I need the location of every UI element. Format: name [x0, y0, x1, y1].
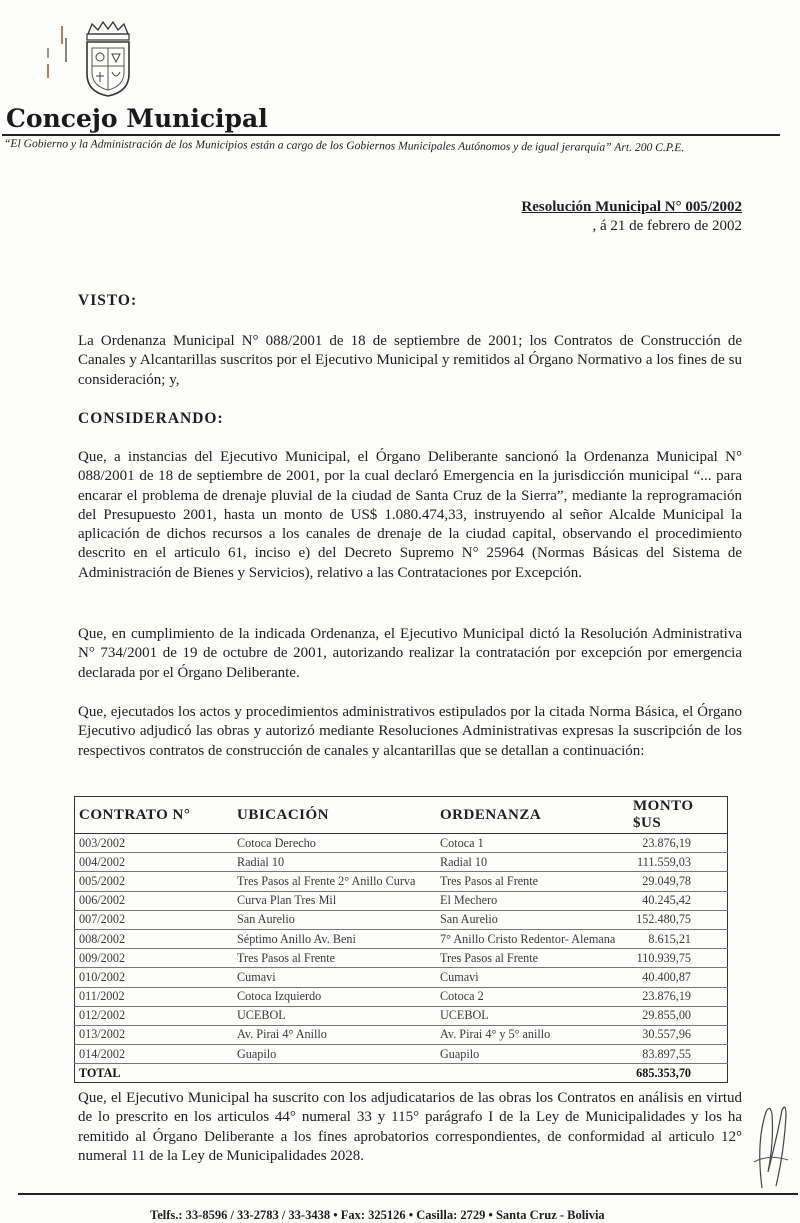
- table-row: [75, 949, 728, 968]
- contract-number: 008/2002: [75, 929, 234, 948]
- location: Guapilo: [233, 1045, 436, 1064]
- table-row: [75, 910, 728, 929]
- table-row: [75, 834, 728, 853]
- contract-number: 009/2002: [75, 949, 234, 968]
- contract-number: 012/2002: [75, 1006, 234, 1025]
- amount: 40.245,42: [629, 891, 728, 910]
- column-header-contrato: CONTRATO N°: [75, 797, 234, 834]
- ordinance: El Mechero: [436, 891, 629, 910]
- location: Cotoca Derecho: [233, 834, 436, 853]
- column-header-ubicacion: UBICACIÓN: [233, 797, 436, 834]
- handwritten-signature: [748, 1102, 794, 1192]
- contract-number: 014/2002: [75, 1045, 234, 1064]
- amount: 23.876,19: [629, 834, 728, 853]
- considerando-heading: CONSIDERANDO:: [78, 410, 224, 427]
- table-row: [75, 1045, 728, 1064]
- amount: 29.049,78: [629, 872, 728, 891]
- contract-number: 006/2002: [75, 891, 234, 910]
- table-row: [75, 929, 728, 948]
- contracts-table: [74, 796, 728, 1083]
- location: Av. Pirai 4° Anillo: [233, 1025, 436, 1044]
- location: Cotoca Izquierdo: [233, 987, 436, 1006]
- location: UCEBOL: [233, 1006, 436, 1025]
- ordinance: Guapilo: [436, 1045, 629, 1064]
- amount: 8.615,21: [629, 929, 728, 948]
- considerando-paragraph-2: Que, en cumplimiento de la indicada Ordenanza, el Ejecutivo Municipal dictó la Resolución Administrativa N° 734/2001 de 19 de octubre de 2001, autorizando realizar la contratación por excepción por emergencia declarada por el Órgano Deliberante.: [78, 626, 742, 681]
- decorative-marks: [40, 22, 70, 82]
- org-name: Concejo Municipal: [6, 104, 268, 133]
- ordinance: Tres Pasos al Frente: [436, 949, 629, 968]
- letterhead: [0, 0, 800, 175]
- location: San Aurelio: [233, 910, 436, 929]
- resolution-title: Resolución Municipal N° 005/2002: [521, 199, 742, 215]
- amount: 40.400,87: [629, 968, 728, 987]
- table-header-row: [75, 797, 728, 834]
- table-row: [75, 1006, 728, 1025]
- amount: 30.557,96: [629, 1025, 728, 1044]
- amount: 83.897,55: [629, 1045, 728, 1064]
- location: Tres Pasos al Frente 2° Anillo Curva: [233, 872, 436, 891]
- table-row: [75, 891, 728, 910]
- amount: 110.939,75: [629, 949, 728, 968]
- constitution-motto: “El Gobierno y la Administración de los Municipios están a cargo de los Gobiernos Municipales Autónomos y de igual jerarquía” Art. 200 C.P.E.: [3, 137, 685, 155]
- table-row: [75, 968, 728, 987]
- table-row: [75, 1025, 728, 1044]
- location: Séptimo Anillo Av. Beni: [233, 929, 436, 948]
- contract-number: 011/2002: [75, 987, 234, 1006]
- ordinance: UCEBOL: [436, 1006, 629, 1025]
- location: Radial 10: [233, 853, 436, 872]
- ordinance: Tres Pasos al Frente: [436, 872, 629, 891]
- location: Curva Plan Tres Mil: [233, 891, 436, 910]
- ordinance: Radial 10: [436, 853, 629, 872]
- considerando-paragraph-1: Que, a instancias del Ejecutivo Municipal, el Órgano Deliberante sancionó la Ordenanza Municipal N° 088/2001 de 18 de septiembre de 2001, por la cual declaró Emergencia en la jurisdicción municipal “... para encarar el problema de drenaje pluvial de la ciudad de Santa Cruz de la Sierra”, mediante la reprogramación del Presupuesto 2001, hasta un monto de US$ 1.080.474,33, instruyendo al señor Alcalde Municipal la aplicación de dichos recursos a los canales de drenaje de la ciudad capital, observando el procedimiento descrito en el articulo 61, inciso e) del Decreto Supremo N° 25964 (Normas Básicas del Sistema de Administración de Bienes y Servicios), relativo a las Contrataciones por Excepción.: [78, 449, 742, 581]
- table-total-row: [75, 1064, 728, 1083]
- total-amount: 685.353,70: [636, 1065, 691, 1080]
- contract-number: 010/2002: [75, 968, 234, 987]
- column-header-monto: MONTO $US: [629, 797, 728, 834]
- contract-number: 003/2002: [75, 834, 234, 853]
- considerando-paragraph-4: Que, el Ejecutivo Municipal ha suscrito con los adjudicatarios de las obras los Contratos en análisis en virtud de lo prescrito en los articulos 44° numeral 33 y 115° parágrafo I de la Ley de Municipalidades y los ha remitido al Órgano Deliberante a los fines aprobatorios correspondientes, de conformidad al articulo 12° numeral 11 de la Ley de Municipalidades 2028.: [78, 1090, 742, 1164]
- column-header-ordenanza: ORDENANZA: [436, 797, 629, 834]
- amount: 29.855,00: [629, 1006, 728, 1025]
- contract-number: 004/2002: [75, 853, 234, 872]
- location: Cumavi: [233, 968, 436, 987]
- amount: 111.559,03: [629, 853, 728, 872]
- ordinance: San Aurelio: [436, 910, 629, 929]
- ordinance: 7° Anillo Cristo Redentor- Alemana: [436, 929, 629, 948]
- considerando-paragraph-3: Que, ejecutados los actos y procedimientos administrativos estipulados por la citada Norma Básica, el Órgano Ejecutivo adjudicó las obras y autorizó mediante Resoluciones Administrativas expresas la suscripción de los respectivos contratos de construcción de canales y alcantarillas que se detallan a continuación:: [78, 704, 742, 759]
- visto-heading: VISTO:: [78, 292, 138, 309]
- ordinance: Av. Pirai 4° y 5° anillo: [436, 1025, 629, 1044]
- amount: 23.876,19: [629, 987, 728, 1006]
- footer-contact: Telfs.: 33-8596 / 33-2783 / 33-3438 • Fax: 325126 • Casilla: 2729 • Santa Cruz - Bolivia: [150, 1208, 605, 1222]
- table-row: [75, 853, 728, 872]
- amount: 152.480,75: [629, 910, 728, 929]
- ordinance: Cumavi: [436, 968, 629, 987]
- contract-number: 013/2002: [75, 1025, 234, 1044]
- visto-text: La Ordenanza Municipal N° 088/2001 de 18 de septiembre de 2001; los Contratos de Construcción de Canales y Alcantarillas suscritos por el Ejecutivo Municipal y remitidos al Órgano Normativo a los fines de su consideración; y,: [78, 333, 742, 388]
- contract-number: 005/2002: [75, 872, 234, 891]
- location: Tres Pasos al Frente: [233, 949, 436, 968]
- header-divider: [2, 134, 780, 136]
- ordinance: Cotoca 2: [436, 987, 629, 1006]
- table-row: [75, 987, 728, 1006]
- coat-of-arms-icon: [82, 20, 134, 98]
- resolution-date: , á 21 de febrero de 2002: [592, 218, 742, 234]
- table-row: [75, 872, 728, 891]
- total-label: TOTAL: [79, 1065, 121, 1080]
- footer-divider: [18, 1193, 798, 1195]
- contract-number: 007/2002: [75, 910, 234, 929]
- ordinance: Cotoca 1: [436, 834, 629, 853]
